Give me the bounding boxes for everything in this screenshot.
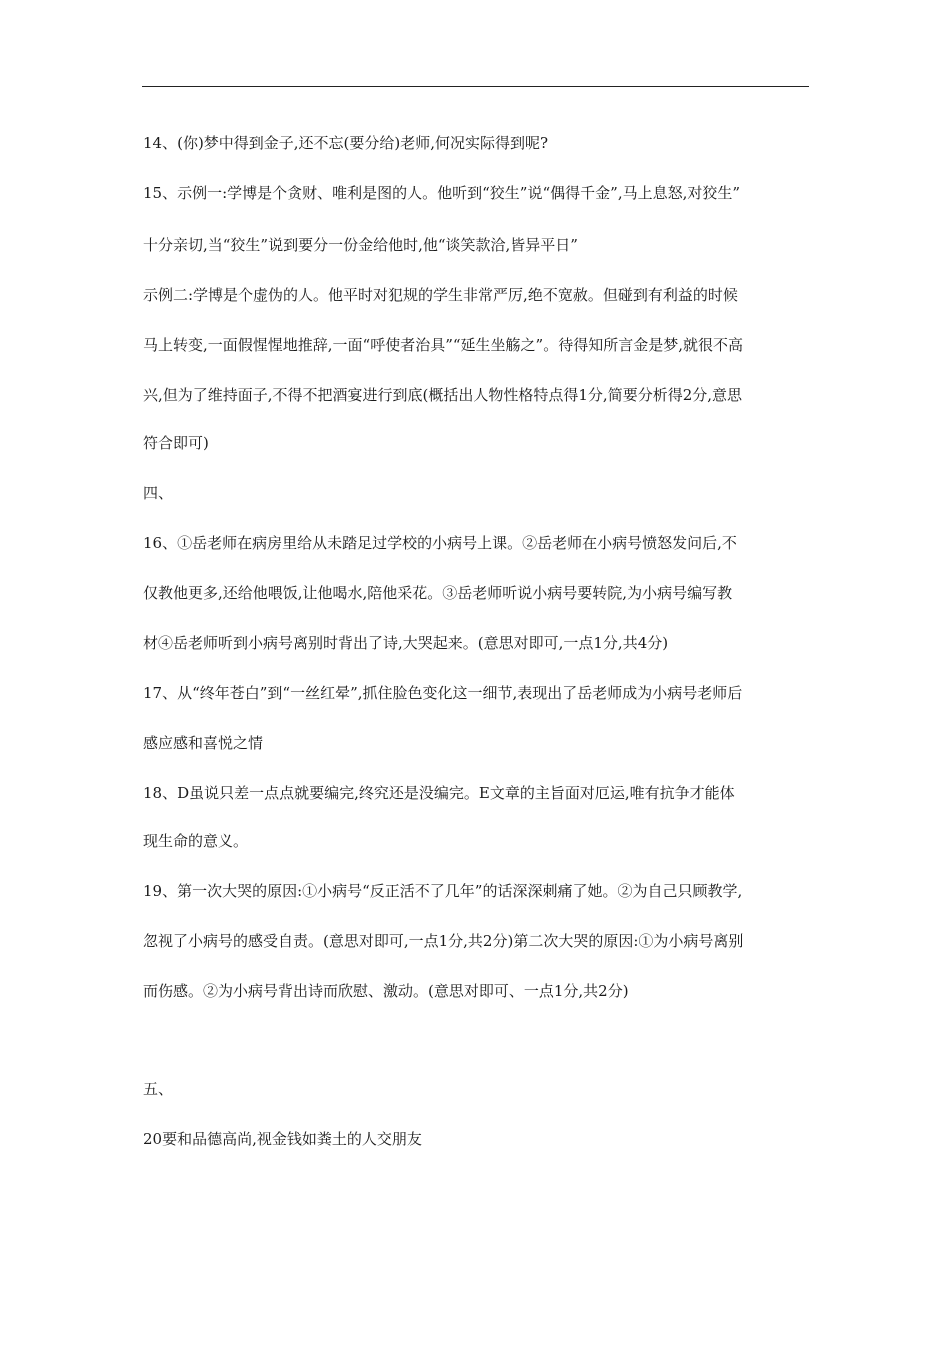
answer-19-line-2: 忽视了小病号的感受自责。(意思对即可,一点1分,共2分)第二次大哭的原因:①为小病号离别 [143,932,744,950]
section-heading-4: 四、 [143,484,174,502]
answer-15-example-2-line-3: 兴,但为了维持面子,不得不把酒宴进行到底(概括出人物性格特点得1分,简要分析得2分,意思 [143,386,743,404]
answer-15-line-2: 十分亲切,当“狡生”说到要分一份金给他时,他“谈笑款洽,皆异平日” [143,236,578,254]
answer-16-line-3: 材④岳老师听到小病号离别时背出了诗,大哭起来。(意思对即可,一点1分,共4分) [143,634,669,652]
answer-15-example-2-line-1: 示例二:学博是个虚伪的人。他平时对犯规的学生非常严厉,绝不宽赦。但碰到有利益的时候 [143,286,738,304]
answer-14: 14、(你)梦中得到金子,还不忘(要分给)老师,何况实际得到呢? [143,134,549,152]
answer-17-line-2: 感应感和喜悦之情 [143,734,264,752]
answer-19-line-3: 而伤感。②为小病号背出诗而欣慰、激动。(意思对即可、一点1分,共2分) [143,982,629,1000]
answer-20: 20要和品德高尚,视金钱如粪土的人交朋友 [143,1130,422,1148]
answer-18-line-2: 现生命的意义。 [143,832,249,850]
answer-17-line-1: 17、从“终年苍白”到“一丝红晕”,抓住脸色变化这一细节,表现出了岳老师成为小病号老师后 [143,684,743,702]
answer-16-line-2: 仅教他更多,还给他喂饭,让他喝水,陪他采花。③岳老师听说小病号要转院,为小病号编写教 [143,584,733,602]
section-heading-5: 五、 [143,1080,174,1098]
answer-15-example-2-line-4: 符合即可) [143,434,209,452]
answer-15-example-2-line-2: 马上转变,一面假惺惺地推辞,一面“呼使者治具”“延生坐觞之”。待得知所言金是梦,就很不高 [143,336,743,354]
answer-15-line-1: 15、示例一:学博是个贪财、唯利是图的人。他听到“狡生”说“偶得千金”,马上息怒,对狡生” [143,184,741,202]
answer-19-line-1: 19、第一次大哭的原因:①小病号“反正活不了几年”的话深深刺痛了她。②为自己只顾教学, [143,882,743,900]
answer-18-line-1: 18、D虽说只差一点点就要编完,终究还是没编完。E文章的主旨面对厄运,唯有抗争才能体 [143,784,735,802]
answer-16-line-1: 16、①岳老师在病房里给从未踏足过学校的小病号上课。②岳老师在小病号愤怒发问后,不 [143,534,737,552]
header-rule [142,86,809,87]
